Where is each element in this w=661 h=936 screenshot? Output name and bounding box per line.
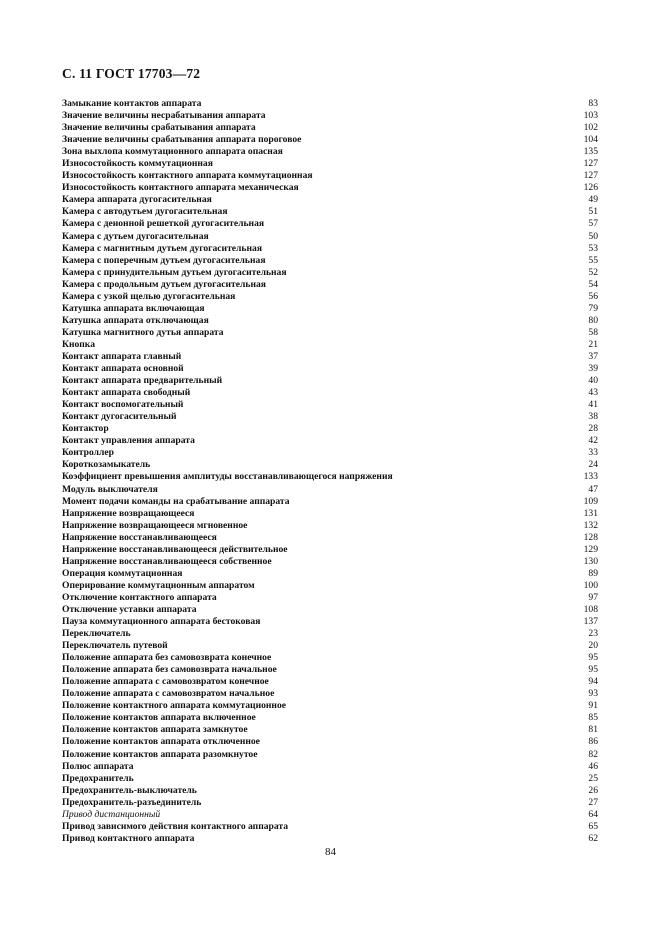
index-term: Контактор [62,423,109,435]
index-entry [62,134,598,146]
index-term: Камера аппарата дугогасительная [62,194,212,206]
index-page-number: 93 [588,688,598,700]
index-entry [62,447,598,459]
index-page-number: 89 [588,567,598,579]
index-term: Операция коммутационная [62,567,183,579]
index-term: Полюс аппарата [62,760,134,772]
index-entry [62,255,598,267]
index-page-number: 42 [588,435,598,447]
index-term: Отключение контактного аппарата [62,591,217,603]
index-term: Привод дистанционный [62,808,161,820]
index-entry [62,556,598,568]
index-page-number: 126 [583,182,598,194]
index-term: Пауза коммутационного аппарата бестоковая [62,616,261,628]
index-term: Катушка магнитного дутья аппарата [62,326,224,338]
index-entry [62,435,598,447]
index-page-number: 56 [588,290,598,302]
index-entry [62,821,598,833]
index-entry [62,785,598,797]
index-entry [62,532,598,544]
index-page-number: 100 [583,579,598,591]
index-page-number: 47 [588,483,598,495]
index-term: Контакт аппарата основной [62,363,184,375]
index-entry [62,496,598,508]
index-page-number: 40 [588,375,598,387]
index-term: Предохранитель-разъединитель [62,796,202,808]
index-entry [62,676,598,688]
index-entry [62,736,598,748]
index-page-number: 129 [583,543,598,555]
index-term: Значение величины несрабатывания аппарата [62,110,266,122]
index-page-number: 55 [588,254,598,266]
index-entry [62,194,598,206]
index-term: Предохранитель [62,772,134,784]
index-term: Положение аппарата без самовозврата начальное [62,664,277,676]
index-entry [62,761,598,773]
index-page-number: 79 [588,302,598,314]
index-page-number: 33 [588,447,598,459]
index-term: Контакт дугогасительный [62,411,177,423]
index-term: Замыкание контактов аппарата [62,98,202,109]
index-term: Положение контактов аппарата замкнутое [62,724,248,736]
index-entry [62,243,598,255]
index-entry [62,749,598,761]
index-page-number: 50 [588,230,598,242]
index-term: Положение аппарата без самовозврата конечное [62,652,272,664]
index-term: Напряжение восстанавливающееся собственное [62,555,272,567]
index-page-number: 83 [588,98,598,109]
index-entry [62,484,598,496]
index-entry [62,375,598,387]
index-term: Камера с поперечным дутьем дугогасительная [62,254,266,266]
index-entry [62,327,598,339]
index-page-number: 53 [588,242,598,254]
index-term: Зона выхлопа коммутационного аппарата опасная [62,146,283,158]
index-entry [62,231,598,243]
index-term: Момент подачи команды на срабатывание аппарата [62,495,290,507]
index-entry [62,411,598,423]
index-entry [62,279,598,291]
index-term: Кнопка [62,338,95,350]
index-page-number: 127 [583,170,598,182]
index-term: Износостойкость коммутационная [62,158,213,170]
index-page-number: 20 [588,640,598,652]
index-page-number: 95 [588,652,598,664]
index-term: Износостойкость контактного аппарата механическая [62,182,299,194]
index-page-number: 95 [588,664,598,676]
index-term: Модуль выключателя [62,483,158,495]
index-entry [62,520,598,532]
index-entry [62,508,598,520]
index-entry [62,568,598,580]
index-entry [62,592,598,604]
index-page-number: 81 [588,724,598,736]
index-page-number: 21 [588,338,598,350]
index-term: Привод контактного аппарата [62,832,195,844]
index-term: Положение контактного аппарата коммутационное [62,700,287,712]
term-index-list [62,98,598,845]
index-page-number: 39 [588,363,598,375]
index-page-number: 41 [588,399,598,411]
index-entry [62,664,598,676]
index-page-number: 46 [588,760,598,772]
index-term: Контакт управления аппарата [62,435,195,447]
index-entry [62,652,598,664]
index-page-number: 80 [588,314,598,326]
index-page-number: 64 [588,808,598,820]
index-entry [62,158,598,170]
index-entry [62,604,598,616]
index-entry [62,580,598,592]
index-entry [62,146,598,158]
index-term: Напряжение восстанавливающееся [62,531,217,543]
index-term: Значение величины срабатывания аппарата пороговое [62,134,302,146]
index-page-number: 94 [588,676,598,688]
index-entry [62,833,598,845]
index-term: Контакт воспомогательный [62,399,184,411]
index-entry [62,423,598,435]
index-term: Положение контактов аппарата отключенное [62,736,260,748]
index-term: Напряжение возвращающееся мгновенное [62,519,248,531]
index-term: Напряжение возвращающееся [62,507,195,519]
index-page-number: 26 [588,784,598,796]
index-page-number: 85 [588,712,598,724]
index-entry [62,218,598,230]
index-page-number: 86 [588,736,598,748]
index-entry [62,351,598,363]
index-term: Отключение уставки аппарата [62,603,197,615]
index-page-number: 24 [588,459,598,471]
index-term: Короткозамыкатель [62,459,151,471]
index-page-number: 103 [583,110,598,122]
index-term: Оперирование коммутационным аппаратом [62,579,255,591]
index-entry [62,700,598,712]
index-page-number: 51 [588,206,598,218]
index-page-number: 37 [588,350,598,362]
index-entry [62,688,598,700]
index-page-number: 57 [588,218,598,230]
index-page-number: 131 [583,507,598,519]
index-entry [62,712,598,724]
index-term: Камера с автодутьем дугогасительная [62,206,228,218]
index-page-number: 38 [588,411,598,423]
index-term: Камера с дутьем дугогасительная [62,230,209,242]
index-page-number: 130 [583,555,598,567]
index-term: Напряжение восстанавливающееся действительное [62,543,288,555]
index-term: Катушка аппарата включающая [62,302,205,314]
index-term: Положение контактов аппарата включенное [62,712,256,724]
index-page-number: 133 [583,471,598,483]
page-number: 84 [325,846,336,858]
index-entry [62,339,598,351]
index-page-number: 23 [588,628,598,640]
index-entry [62,170,598,182]
page-header: С. 11 ГОСТ 17703—72 [62,66,201,81]
index-term: Положение аппарата с самовозвратом начальное [62,688,275,700]
index-page-number: 127 [583,158,598,170]
index-term: Положение аппарата с самовозвратом конечное [62,676,269,688]
index-entry [62,459,598,471]
index-page-number: 49 [588,194,598,206]
index-entry [62,797,598,809]
index-term: Камера с продольным дутьем дугогасительная [62,278,266,290]
index-term: Переключатель [62,628,131,640]
index-page-number: 91 [588,700,598,712]
index-entry [62,809,598,821]
index-entry [62,544,598,556]
index-entry [62,399,598,411]
index-entry [62,206,598,218]
index-entry [62,122,598,134]
index-term: Значение величины срабатывания аппарата [62,122,256,134]
index-entry [62,640,598,652]
index-entry [62,773,598,785]
index-entry [62,98,598,110]
index-page-number: 25 [588,772,598,784]
index-term: Камера с принудительным дутьем дугогасительная [62,266,287,278]
index-page-number: 54 [588,278,598,290]
index-entry [62,303,598,315]
index-entry [62,182,598,194]
index-page-number: 62 [588,832,598,844]
index-term: Камера с узкой щелью дугогасительная [62,290,236,302]
index-entry [62,267,598,279]
index-term: Переключатель путевой [62,640,168,652]
index-term: Положение контактов аппарата разомкнутое [62,748,258,760]
index-page-number: 52 [588,266,598,278]
index-entry [62,724,598,736]
index-page-number: 108 [583,603,598,615]
index-entry [62,110,598,122]
index-page-number: 132 [583,519,598,531]
index-term: Катушка аппарата отключающая [62,314,209,326]
index-entry [62,628,598,640]
index-page-number: 27 [588,796,598,808]
index-term: Предохранитель-выключатель [62,784,197,796]
index-entry [62,363,598,375]
index-page-number: 128 [583,531,598,543]
index-page-number: 28 [588,423,598,435]
index-page-number: 43 [588,387,598,399]
index-page-number: 102 [583,122,598,134]
index-page-number: 104 [583,134,598,146]
index-entry [62,616,598,628]
index-page-number: 137 [583,616,598,628]
index-term: Коэффициент превышения амплитуды восстанавливающегося напряжения [62,471,393,483]
index-term: Камера с деионной решеткой дугогасительная [62,218,265,230]
index-term: Контроллер [62,447,114,459]
index-page-number: 97 [588,591,598,603]
index-page-number: 58 [588,326,598,338]
index-term: Контакт аппарата свободный [62,387,191,399]
index-entry [62,471,598,483]
index-entry [62,315,598,327]
index-term: Износостойкость контактного аппарата коммутационная [62,170,313,182]
index-entry [62,387,598,399]
index-term: Камера с магнитным дутьем дугогасительная [62,242,263,254]
index-page-number: 109 [583,495,598,507]
index-term: Контакт аппарата предварительный [62,375,223,387]
index-term: Привод зависимого действия контактного аппарата [62,820,289,832]
index-page-number: 135 [583,146,598,158]
index-page-number: 65 [588,820,598,832]
index-entry [62,291,598,303]
index-page-number: 82 [588,748,598,760]
index-term: Контакт аппарата главный [62,350,182,362]
